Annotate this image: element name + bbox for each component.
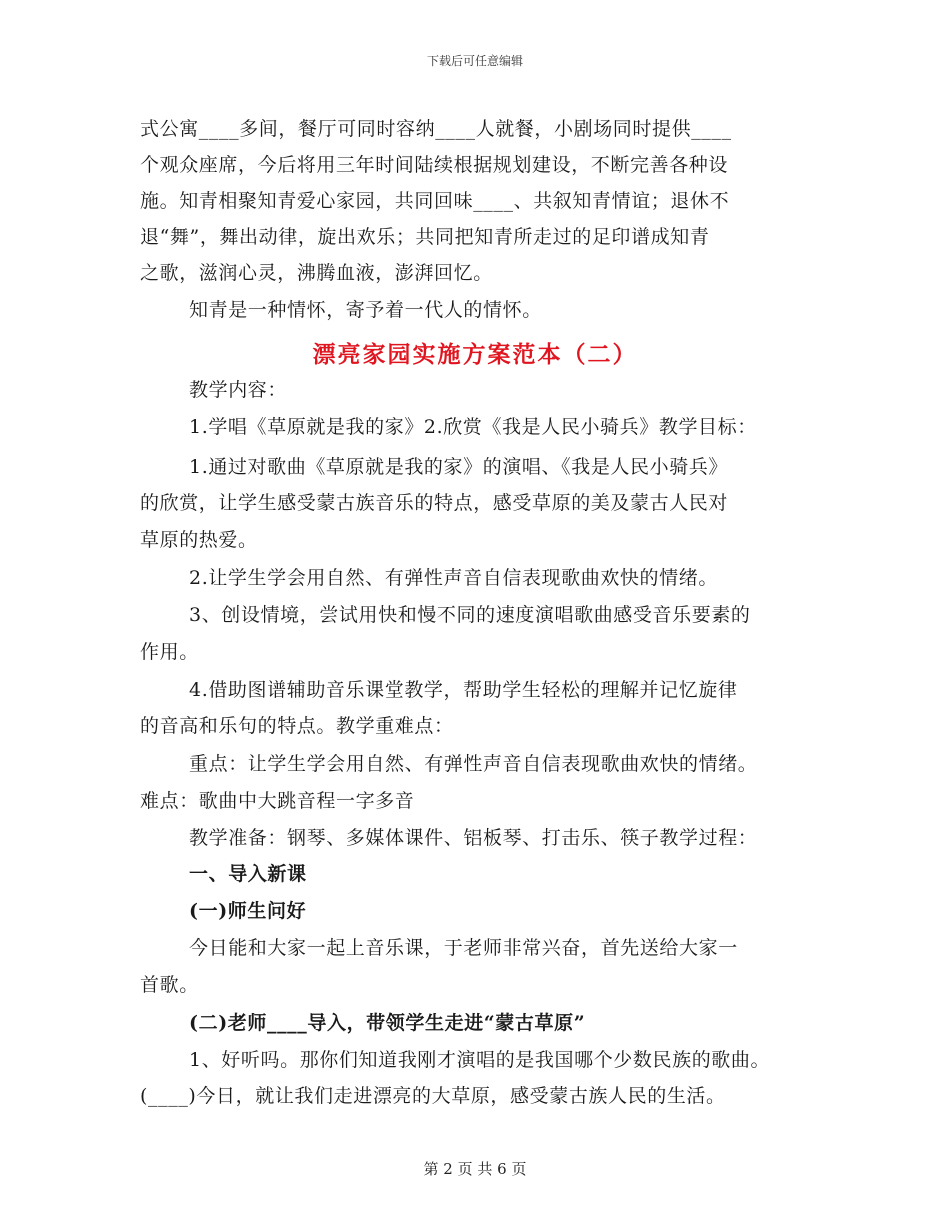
difficulty: 难点：歌曲中大跳音程一字多音 xyxy=(140,790,415,812)
paragraph-2: 知青是一种情怀，寄予着一代人的情怀。 xyxy=(189,299,542,321)
text-line: 今日能和大家一起上音乐课，于老师非常兴奋，首先送给大家一 xyxy=(189,937,738,959)
teaching-content-label: 教学内容： xyxy=(189,379,288,401)
text-line: 式公寓____多间，餐厅可同时容纳____人就餐，小剧场同时提供____ xyxy=(140,118,732,140)
text-line: 3、创设情境，尝试用快和慢不同的速度演唱歌曲感受音乐要素的 xyxy=(189,604,751,626)
text-line: 作用。 xyxy=(140,641,199,663)
text-line: 的音高和乐句的特点。教学重难点： xyxy=(140,715,454,737)
text-line: 的欣赏，让学生感受蒙古族音乐的特点，感受草原的美及蒙古人民对 xyxy=(140,492,729,514)
question-line: (____)今日，就让我们走进漂亮的大草原，感受蒙古族人民的生活。 xyxy=(140,1085,726,1107)
question-line: 1、好听吗。那你们知道我刚才演唱的是我国哪个少数民族的歌曲。 xyxy=(189,1049,771,1071)
item-line: 1.学唱《草原就是我的家》2.欣赏《我是人民小骑兵》教学目标： xyxy=(189,416,757,438)
text-line: 1.通过对歌曲《草原就是我的家》的演唱、《我是人民小骑兵》 xyxy=(189,456,729,478)
text-line: 施。知青相聚知青爱心家园，共同回味____、共叙知青情谊；退休不 xyxy=(140,190,730,212)
goal-2: 2.让学生学会用自然、有弹性声音自信表现歌曲欢快的情绪。 xyxy=(189,567,718,589)
page-header: 下载后可任意编辑 xyxy=(426,54,523,68)
section-heading: 一、导入新课 xyxy=(189,863,307,885)
text-line: 首歌。 xyxy=(140,974,199,996)
text-line: 4.借助图谱辅助音乐课堂教学，帮助学生轻松的理解并记忆旋律 xyxy=(189,679,738,701)
text-line: 退“舞”，舞出动律，旋出欢乐；共同把知青所走过的足印谱成知青 xyxy=(140,226,710,248)
text-line: 草原的热爱。 xyxy=(140,529,258,551)
subsection-heading: (一)师生问好 xyxy=(189,900,307,922)
teaching-prep: 教学准备：钢琴、多媒体课件、铝板琴、打击乐、筷子教学过程： xyxy=(189,827,758,849)
key-point: 重点：让学生学会用自然、有弹性声音自信表现歌曲欢快的情绪。 xyxy=(189,753,758,775)
page-footer: 第 2 页 共 6 页 xyxy=(423,1160,527,1178)
subsection-heading: (二)老师____导入，带领学生走进“蒙古草原” xyxy=(189,1012,586,1034)
text-line: 之歌，滋润心灵，沸腾血液，澎湃回忆。 xyxy=(140,262,493,284)
text-line: 个观众座席，今后将用三年时间陆续根据规划建设，不断完善各种设 xyxy=(140,154,729,176)
section-title: 漂亮家园实施方案范本（二） xyxy=(312,341,638,368)
